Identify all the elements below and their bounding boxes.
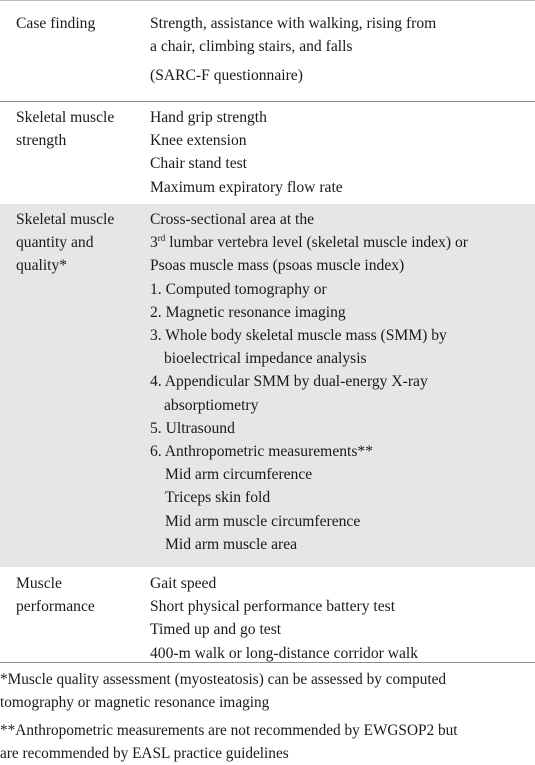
table-row-muscle-quantity [0, 204, 535, 567]
content-line: 3. Whole body skeletal muscle mass (SMM) by [150, 324, 527, 347]
table-row-muscle-performance [0, 567, 535, 663]
row-label [0, 106, 150, 204]
content-line: 4. Appendicular SMM by dual-energy X-ray [150, 370, 527, 393]
row-label-line: Skeletal muscle [16, 106, 150, 129]
footnote-line: tomography or magnetic resonance imaging [0, 692, 535, 715]
content-line: bioelectrical impedance analysis [150, 347, 527, 370]
content-line [150, 231, 527, 254]
row-label-line: quantity and [16, 231, 150, 254]
content-line: Gait speed [150, 572, 527, 595]
content-line: Mid arm muscle circumference [150, 510, 527, 533]
footnote-line: *Muscle quality assessment (myosteatosis) can be assessed by computed [0, 669, 535, 692]
content-line: Mid arm circumference [150, 463, 527, 486]
content-line-rest: lumbar vertebra level (skeletal muscle index) or [169, 234, 468, 251]
content-line: Mid arm muscle area [150, 533, 527, 556]
table-row-muscle-strength [0, 102, 535, 204]
row-label-line: Skeletal muscle [16, 208, 150, 231]
footnote-line: are recommended by EASL practice guidelines [0, 743, 535, 765]
row-label [0, 12, 150, 101]
content-line: 5. Ultrasound [150, 417, 527, 440]
ordinal-suffix: rd [158, 233, 166, 243]
row-label [0, 572, 150, 662]
content-line: absorptiometry [150, 394, 527, 417]
row-label-line: Muscle [16, 572, 150, 595]
content-line: Timed up and go test [150, 618, 527, 641]
footnote [0, 720, 535, 765]
content-line: Hand grip strength [150, 106, 527, 129]
footnote-line: **Anthropometric measurements are not recommended by EWGSOP2 but [0, 720, 535, 743]
table-row-case-finding [0, 0, 535, 102]
row-label [0, 208, 150, 567]
content-line: 6. Anthropometric measurements** [150, 440, 527, 463]
content-line: a chair, climbing stairs, and falls [150, 35, 527, 58]
content-line: 1. Computed tomography or [150, 278, 527, 301]
content-line: 400-m walk or long-distance corridor walk [150, 642, 527, 665]
row-label-line: Case finding [16, 12, 150, 35]
content-line: (SARC-F questionnaire) [150, 64, 527, 87]
table-footnotes [0, 663, 535, 765]
row-content [150, 572, 535, 662]
row-content [150, 106, 535, 204]
row-label-line: performance [16, 595, 150, 618]
row-content [150, 208, 535, 567]
content-line: Strength, assistance with walking, rising from [150, 12, 527, 35]
content-line: Psoas muscle mass (psoas muscle index) [150, 254, 527, 277]
content-line: 2. Magnetic resonance imaging [150, 301, 527, 324]
ordinal-number: 3 [150, 234, 158, 251]
row-label-line: quality* [16, 254, 150, 277]
content-line: Maximum expiratory flow rate [150, 176, 527, 199]
row-label-line: strength [16, 129, 150, 152]
content-line: Knee extension [150, 129, 527, 152]
content-line: Cross-sectional area at the [150, 208, 527, 231]
content-line: Short physical performance battery test [150, 595, 527, 618]
content-line: Triceps skin fold [150, 486, 527, 509]
content-line: Chair stand test [150, 152, 527, 175]
row-content [150, 12, 535, 101]
footnote [0, 669, 535, 714]
